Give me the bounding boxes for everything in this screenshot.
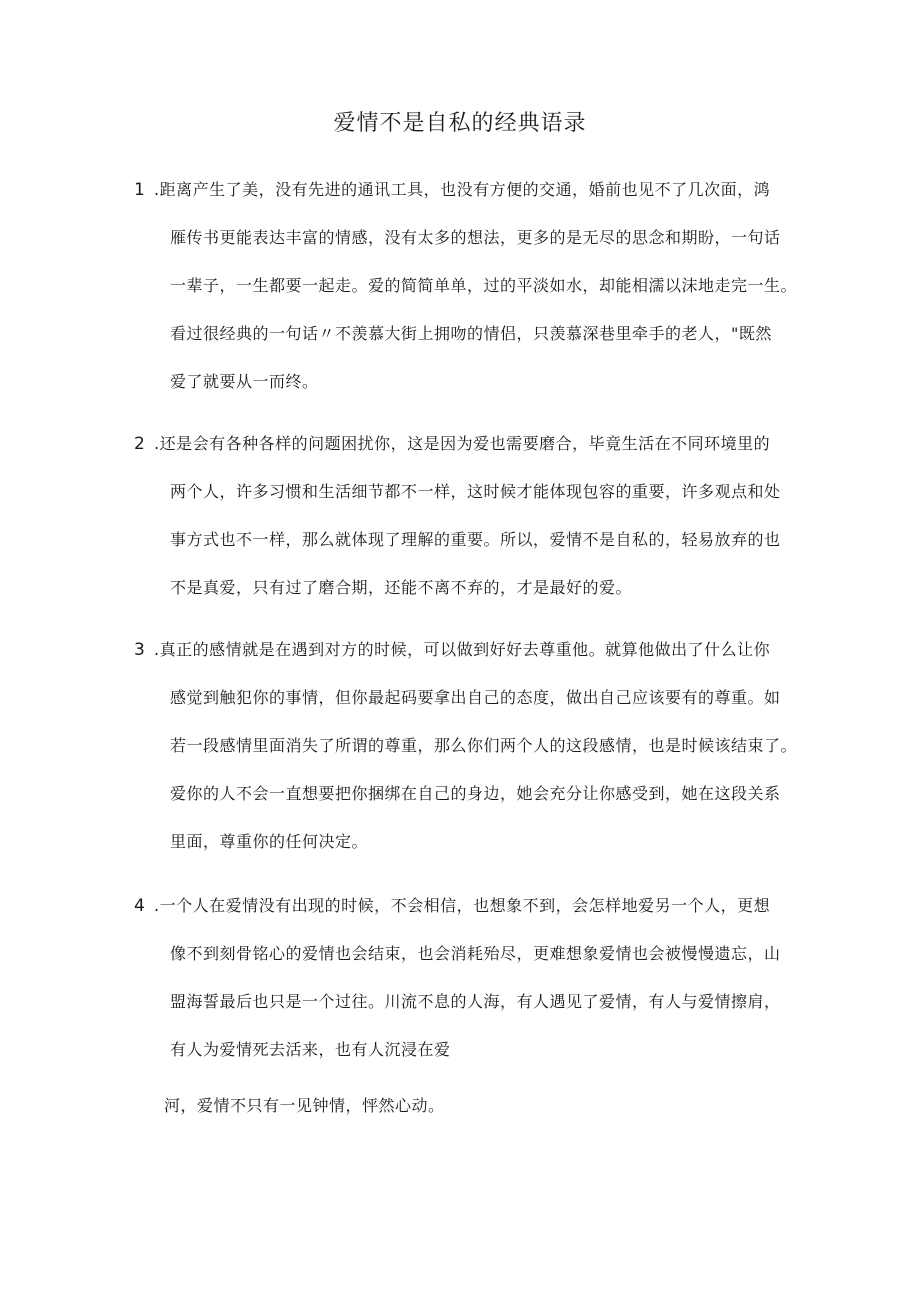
item-line: .距离产生了美，没有先进的通讯工具，也没有方便的交通，婚前也见不了几次面，鸿: [154, 180, 771, 199]
item-number: 1: [134, 180, 145, 200]
item-line: 感觉到触犯你的事情，但你最起码要拿出自己的态度，做出自己应该要有的尊重。如: [170, 688, 781, 707]
item-number: 4: [134, 896, 145, 916]
item-line: 盟海誓最后也只是一个过往。川流不息的人海，有人遇见了爱情，有人与爱情擦肩，: [170, 992, 781, 1011]
item-line: 事方式也不一样，那么就体现了理解的重要。所以，爱情不是自私的，轻易放弃的也: [170, 530, 781, 549]
item-line: 爱你的人不会一直想要把你捆绑在自己的身边，她会充分让你感受到，她在这段关系: [170, 784, 781, 803]
item-line: 一辈子，一生都要一起走。爱的简简单单，过的平淡如水，却能相濡以沫地走完一生。: [170, 276, 798, 295]
item-line: 爱了就要从一而终。: [170, 372, 319, 391]
item-line: 不是真爱，只有过了磨合期，还能不离不弃的，才是最好的爱。: [170, 578, 633, 597]
item-line: 雁传书更能表达丰富的情感，没有太多的想法，更多的是无尽的思念和期盼，一句话: [170, 228, 781, 247]
item-line: 里面，尊重你的任何决定。: [170, 832, 369, 851]
item-line: 两个人，许多习惯和生活细节都不一样，这时候才能体现包容的重要，许多观点和处: [170, 482, 781, 501]
document-title: 爱情不是自私的经典语录: [333, 111, 587, 136]
item-line: .一个人在爱情没有出现的时候，不会相信，也想象不到，会怎样地爱另一个人，更想: [154, 896, 771, 915]
item-line: .真正的感情就是在遇到对方的时候，可以做到好好去尊重他。就算他做出了什么让你: [154, 640, 771, 659]
item-number: 2: [134, 434, 145, 454]
item-line: 有人为爱情死去活来，也有人沉浸在爱: [170, 1040, 451, 1059]
item-line: 若一段感情里面消失了所谓的尊重，那么你们两个人的这段感情，也是时候该结束了。: [170, 736, 798, 755]
item-line: 河，爱情不只有一见钟情，怦然心动。: [164, 1096, 445, 1115]
item-line: 像不到刻骨铭心的爱情也会结束，也会消耗殆尽，更难想象爱情也会被慢慢遗忘，山: [170, 944, 781, 963]
item-line: 看过很经典的一句话〃不羡慕大街上拥吻的情侣，只羡慕深巷里牵手的老人，"既然: [170, 324, 772, 343]
item-line: .还是会有各种各样的问题困扰你，这是因为爱也需要磨合，毕竟生活在不同环境里的: [154, 434, 771, 453]
item-number: 3: [134, 640, 145, 660]
